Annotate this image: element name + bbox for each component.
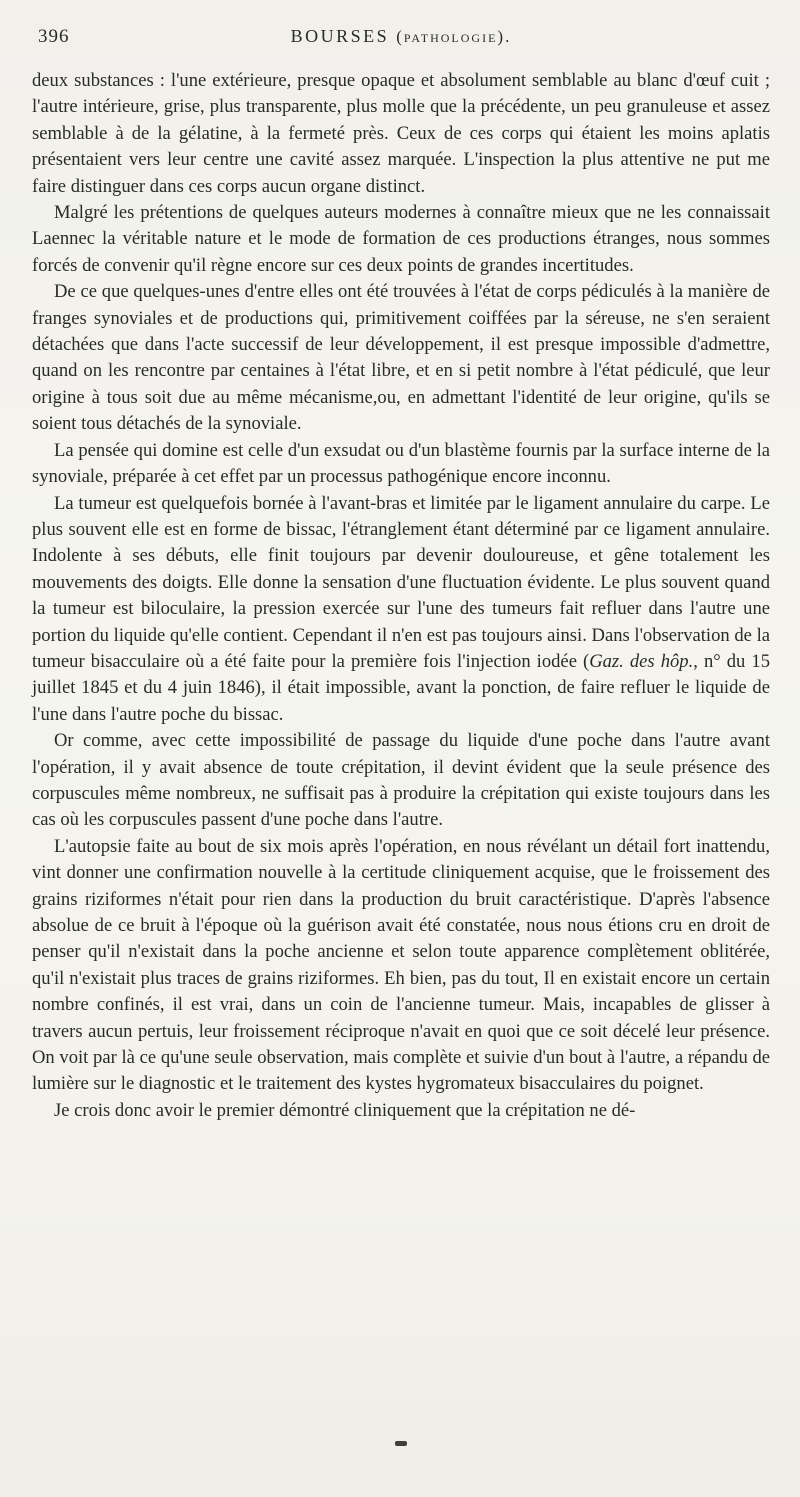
paragraph-text: Or comme, avec cette impossibilité de passage du liquide d'une poche dans l'autre avant l'opération, il y avait absence de toute crépitation, il devint évident que la seule présence des corpuscules même nombreux, ne suffisait pas à produire la crépitation qui existe toujours dans les cas où les corpuscules passent d'une poche dans l'autre. — [32, 730, 770, 831]
page-header — [32, 26, 770, 52]
paragraph — [32, 438, 770, 491]
citation-italic: Gaz. des hôp. — [589, 650, 694, 672]
paragraph-text: L'autopsie faite au bout de six mois après l'opération, en nous révélant un détail fort inattendu, vint donner une confirmation nouvelle à la certitude cliniquement acquise, que le froissement des grains riziformes n'était pour rien dans la production du bruit caractéristique. D'après l'absence absolue de ce bruit à l'époque où la guérison avait été constatée, nous nous étions cru en droit de penser qu'il n'existait dans la poche ancienne et selon toute apparence complètement oblitérée, qu'il n'existait plus traces de grains riziformes. Eh bien, pas du tout, Il en existait encore un certain nombre confinés, il est vrai, dans un coin de l'ancienne tumeur. Mais, incapables de glisser à travers aucun pertuis, leur froissement réciproque n'avait en quoi que ce soit décelé leur présence. On voit par là ce qu'une seule observation, mais complète et suivie d'un bout à l'autre, a répandu de lumière sur le diagnostic et le traitement des kystes hygromateux bisacculaires du poignet. — [32, 835, 770, 1095]
paragraph — [32, 68, 770, 200]
paragraph — [32, 491, 770, 729]
paragraph — [32, 200, 770, 279]
paragraph-text: , n° du 15 juillet 1845 et du 4 juin 1846), il était impossible, avant la ponction, de faire refluer le liquide de l'une dans l'autre poche du bissac. — [32, 650, 771, 725]
paragraph — [32, 279, 770, 437]
paragraph-text: deux substances : l'une extérieure, presque opaque et absolument semblable au blanc d'œuf cuit ; l'autre intérieure, grise, plus transparente, plus molle que la précédente, un peu granuleuse et assez semblable à de la gélatine, à la fermeté près. Ceux de ces corps qui étaient les moins aplatis présentaient vers leur centre une cavité assez marquée. L'inspection la plus attentive ne put me faire distinguer dans ces corps aucun organe distinct. — [32, 70, 770, 197]
paragraph-text: Malgré les prétentions de quelques auteurs modernes à connaître mieux que ne les connaissait Laennec la véritable nature et le mode de formation de ces productions étranges, nous sommes forcés de convenir qu'il règne encore sur ces deux points de grandes incertitudes. — [32, 202, 770, 276]
page-number: 396 — [38, 26, 70, 47]
paragraph — [32, 834, 770, 1098]
paragraph-text: Je crois donc avoir le premier démontré cliniquement que la crépitation ne dé- — [54, 1099, 636, 1121]
paragraph — [32, 1098, 770, 1124]
paragraph-text: La pensée qui domine est celle d'un exsudat ou d'un blastème fournis par la surface interne de la synoviale, préparée à cet effet par un processus pathogénique encore inconnu. — [32, 439, 770, 488]
page-body — [32, 68, 770, 1124]
running-title-main: BOURSES — [290, 26, 397, 46]
printers-mark — [395, 1441, 407, 1446]
running-title — [32, 26, 770, 47]
paragraph-text: De ce que quelques-unes d'entre elles ont été trouvées à l'état de corps pédiculés à la manière de franges synoviales et de productions qui, primitivement coiffées par la séreuse, ne s'en seraient détachées que dans l'acte successif de leur développement, il est presque impossible d'admettre, quand on les rencontre par centaines à l'état libre, et en si petit nombre à l'état pédiculé, que leur origine à tous soit due au même mécanisme,ou, en admettant l'identité de leur origine, qu'ils se soient tous détachés de la synoviale. — [32, 281, 770, 435]
paragraph-text: La tumeur est quelquefois bornée à l'avant-bras et limitée par le ligament annulaire du carpe. Le plus souvent elle est en forme de bissac, l'étranglement étant déterminé par ce ligament annulaire. Indolente à ses débuts, elle finit toujours par devenir douloureuse, et gêne totalement les mouvements des doigts. Elle donne la sensation d'une fluctuation évidente. Le plus souvent quand la tumeur est biloculaire, la pression exercée sur l'une des tumeurs fait refluer dans l'autre une portion du liquide qu'elle contient. Cependant il n'en est pas toujours ainsi. Dans l'observation de la tumeur bisacculaire où a été faite pour la première fois l'injection iodée ( — [32, 492, 770, 672]
running-title-subject: (pathologie). — [396, 27, 512, 46]
paragraph — [32, 728, 770, 834]
